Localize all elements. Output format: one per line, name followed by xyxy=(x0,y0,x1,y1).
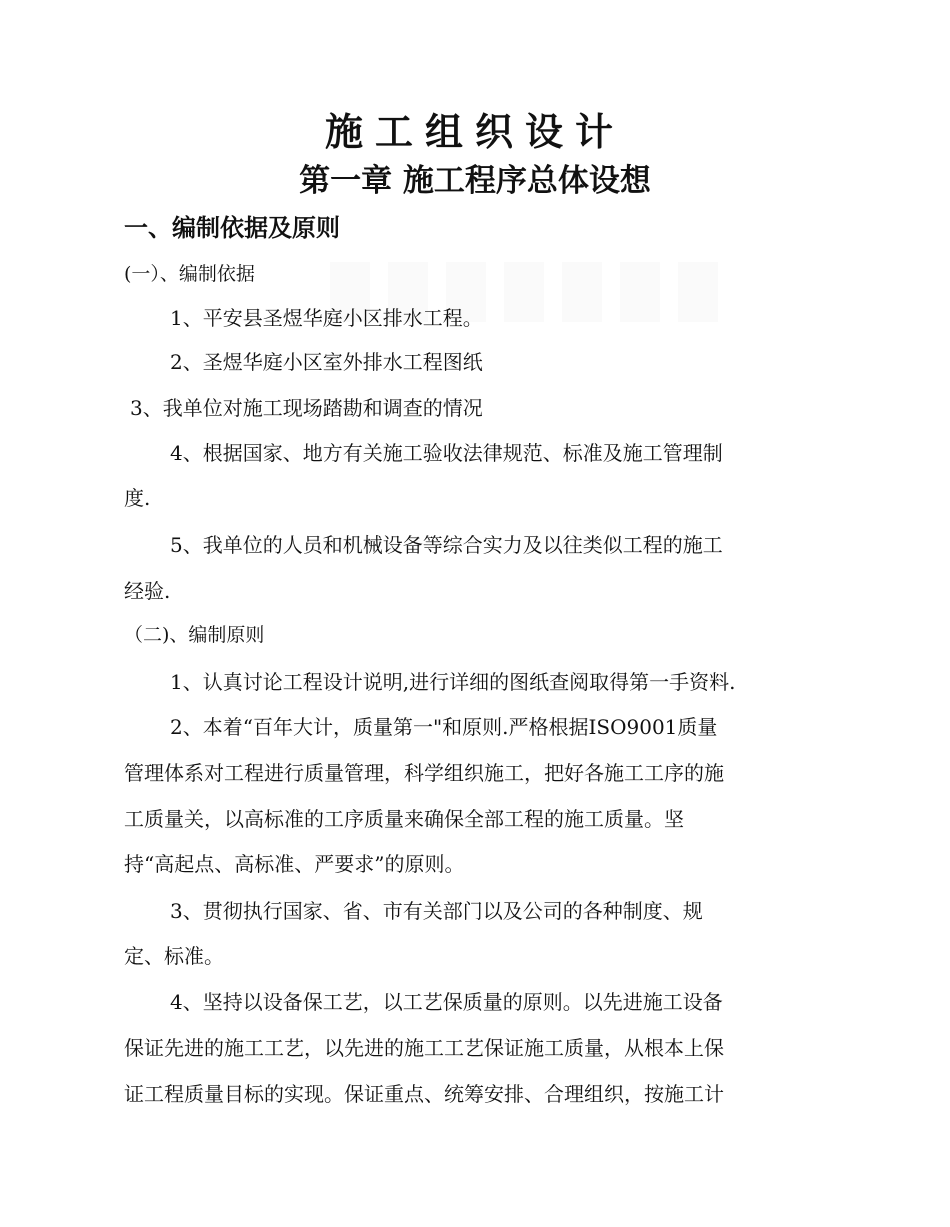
principle-line-1: 1、认真讨论工程设计说明,进行详细的图纸查阅取得第一手资料. xyxy=(170,670,736,694)
section-heading: 一、编制依据及原则 xyxy=(124,214,340,242)
basis-item-1: 1、平安县圣煜华庭小区排水工程。 xyxy=(170,306,483,330)
chapter-title: 第一章 施工程序总体设想 xyxy=(299,163,651,199)
subsection-heading-principles: （二)、编制原则 xyxy=(124,624,265,646)
basis-item-5-line-1: 5、我单位的人员和机械设备等综合实力及以往类似工程的施工 xyxy=(170,533,723,557)
principle-line-2: 2、本着“百年大计，质量第一"和原则.严格根据ISO9001质量 xyxy=(170,715,718,739)
basis-item-5-line-2: 经验. xyxy=(124,579,171,603)
principle-line-9: 保证先进的施工工艺，以先进的施工工艺保证施工质量，从根本上保 xyxy=(124,1036,724,1060)
document-title: 施工组织设计 xyxy=(324,110,625,154)
principle-line-4: 工质量关，以高标准的工序质量来确保全部工程的施工质量。坚 xyxy=(124,807,684,831)
basis-item-3: 3、我单位对施工现场踏勘和调查的情况 xyxy=(130,396,483,420)
basis-item-4-line-2: 度. xyxy=(124,486,151,510)
principle-line-8: 4、坚持以设备保工艺，以工艺保质量的原则。以先进施工设备 xyxy=(170,990,723,1014)
basis-item-2: 2、圣煜华庭小区室外排水工程图纸 xyxy=(170,350,483,374)
principle-line-7: 定、标准。 xyxy=(124,944,224,968)
principle-line-5: 持“高起点、高标准、严要求”的原则。 xyxy=(124,852,465,876)
subsection-heading-basis: (一）、编制依据 xyxy=(124,263,255,285)
principle-line-10: 证工程质量目标的实现。保证重点、统筹安排、合理组织，按施工计 xyxy=(124,1082,724,1106)
basis-item-4-line-1: 4、根据国家、地方有关施工验收法律规范、标准及施工管理制 xyxy=(170,441,723,465)
principle-line-3: 管理体系对工程进行质量管理，科学组织施工，把好各施工工序的施 xyxy=(124,761,724,785)
principle-line-6: 3、贯彻执行国家、省、市有关部门以及公司的各种制度、规 xyxy=(170,899,703,923)
